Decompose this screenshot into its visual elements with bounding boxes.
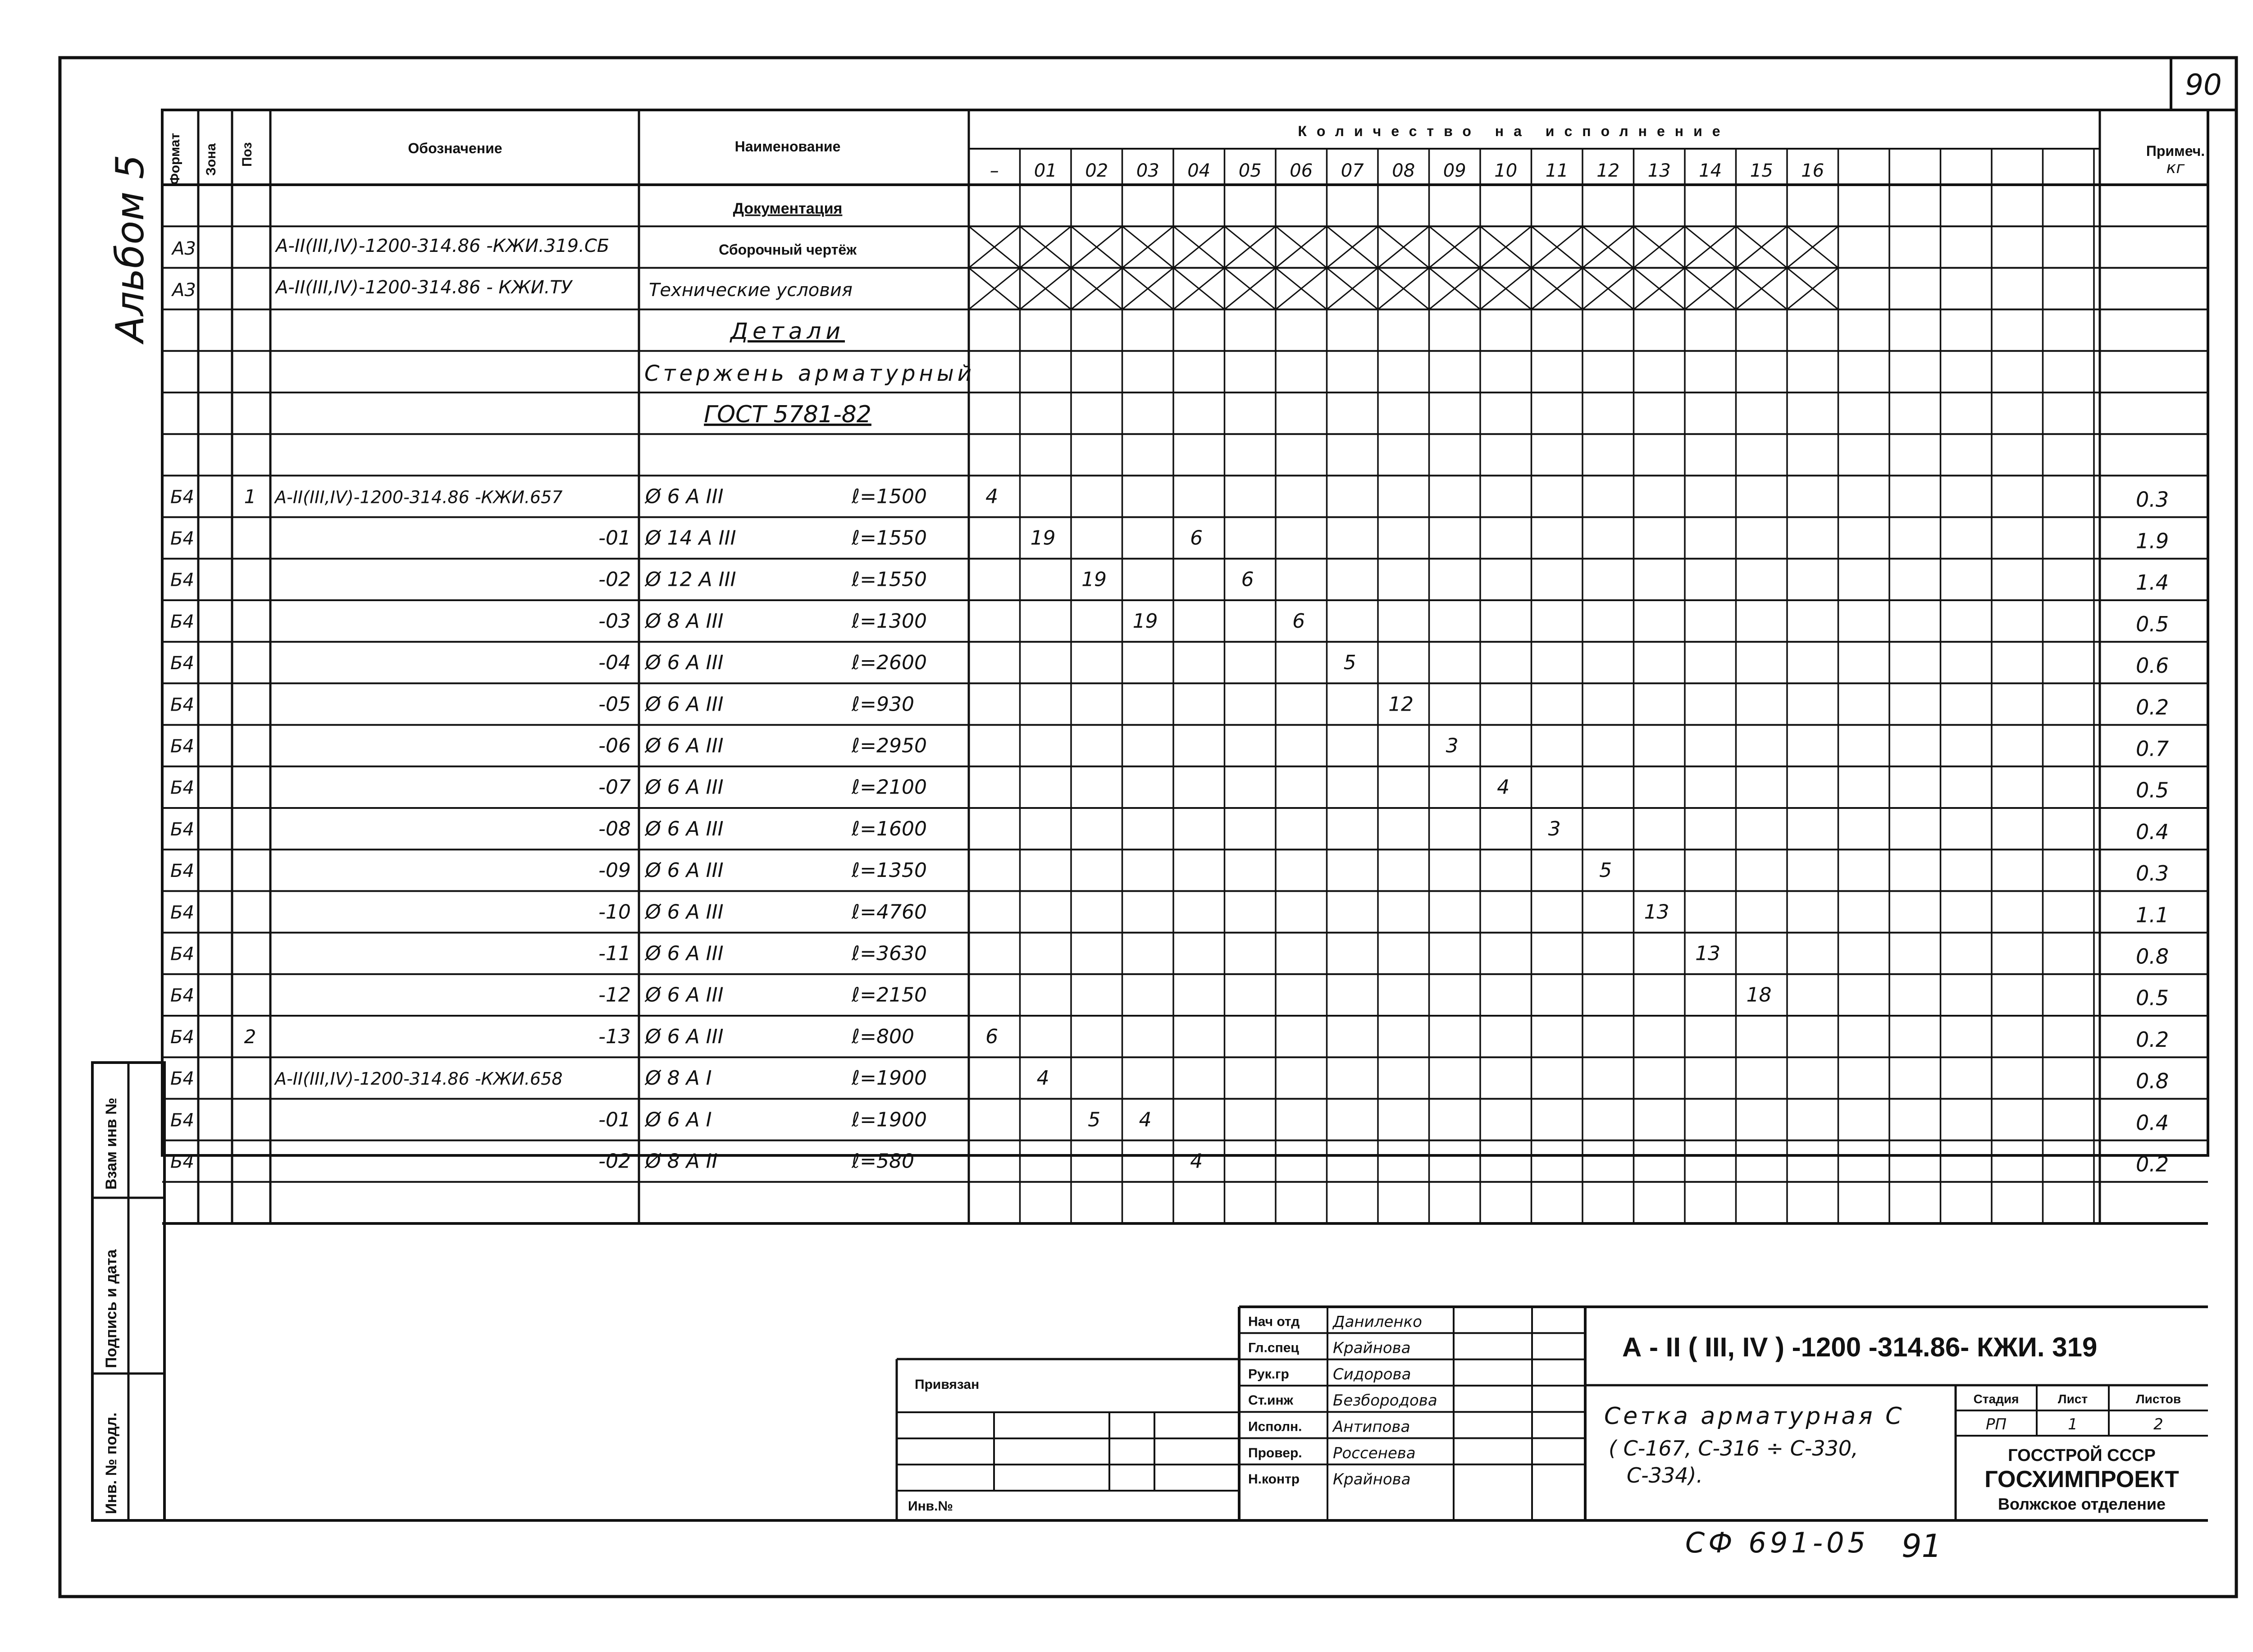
row-quantity: 6 [1241,568,1254,591]
row-name: Ø 6 А III [645,1025,724,1048]
row-quantity: 5 [1088,1108,1101,1132]
col-note-unit: кг [2166,159,2185,177]
row-designation: -08 [598,817,631,840]
row-quantity: 19 [1132,609,1158,633]
row-designation: -05 [598,693,631,716]
doc-row-name: Сборочный чертёж [719,241,857,258]
row-note: 0.2 [2136,695,2169,720]
document-title-line2: ( С-167, С-316 ÷ С-330, [1609,1436,1858,1460]
row-name: Ø 6 А III [645,651,724,675]
row-name: Ø 6 А III [645,693,724,716]
row-format: Б4 [170,611,194,632]
row-designation: -10 [598,900,631,924]
row-length: ℓ=1550 [852,526,927,550]
row-name: Ø 6 А I [645,1108,712,1132]
row-format: Б4 [170,819,194,840]
role-label: Провер. [1248,1445,1302,1460]
col-name-header: Наименование [734,138,841,155]
row-quantity: 3 [1548,817,1561,840]
row-format: Б4 [170,777,194,799]
row-quantity: 4 [1497,776,1510,799]
row-note: 0.3 [2136,487,2169,512]
row-format: Б4 [170,1110,194,1131]
row-designation: -01 [598,1108,631,1132]
variant-header: 16 [1801,160,1824,181]
bottom-page: 91 [1902,1528,1942,1565]
row-note: 0.8 [2136,944,2169,969]
row-name: Ø 6 А III [645,776,724,799]
col-format-header: Формат [168,132,182,185]
sheet-value: 1 [2068,1415,2078,1433]
row-note: 0.8 [2136,1069,2169,1094]
variant-header: 03 [1136,160,1159,181]
variant-header: 13 [1647,160,1671,181]
bound-label: Привязан [915,1377,980,1392]
row-name: Ø 12 А III [645,568,736,591]
row-note: 0.5 [2136,778,2169,803]
row-designation: -06 [598,734,631,758]
side-stamp-replace-label: Взам инв № [103,1097,120,1190]
row-name: Ø 6 А III [645,942,724,965]
row-designation: А-II(III,IV)-1200-314.86 -КЖИ.658 [275,1069,563,1089]
row-quantity: 4 [985,485,999,508]
row-quantity: 19 [1081,568,1107,591]
row-quantity: 5 [1599,859,1612,882]
row-note: 0.7 [2136,736,2169,761]
row-quantity: 6 [985,1025,999,1048]
variant-header: 12 [1596,160,1620,181]
row-format: Б4 [170,1068,194,1090]
row-designation: -07 [598,776,631,799]
row-length: ℓ=1350 [852,859,927,882]
row-length: ℓ=3630 [852,942,927,965]
row-name: Ø 8 А II [645,1150,718,1173]
row-quantity: 6 [1190,526,1203,550]
row-quantity: 5 [1343,651,1356,675]
row-format: Б4 [170,944,194,965]
sheet-number: 90 [2185,68,2222,102]
row-designation: -09 [598,859,631,882]
col-note-header: Примеч. [2146,143,2205,159]
variant-header: 10 [1494,160,1518,181]
row-length: ℓ=4760 [852,900,927,924]
variant-header: 02 [1085,160,1108,181]
row-length: ℓ=1500 [852,485,927,508]
row-format: Б4 [170,902,194,923]
doc-row-designation: А-II(III,IV)-1200-314.86 - КЖИ.ТУ [276,277,572,298]
variant-header: 06 [1290,160,1313,181]
variant-header: 05 [1238,160,1262,181]
signature-rows [1239,1313,1585,1488]
row-quantity: 13 [1695,942,1721,965]
row-quantity: 4 [1139,1108,1152,1132]
org-line2: ГОСХИМПРОЕКТ [1984,1466,2179,1492]
role-name: Россенева [1333,1444,1416,1462]
row-designation: А-II(III,IV)-1200-314.86 -КЖИ.657 [275,487,563,507]
row-note: 0.2 [2136,1152,2169,1177]
role-label: Нач отд [1248,1314,1300,1329]
row-designation: -11 [598,942,631,965]
row-quantity: 3 [1446,734,1459,758]
row-name: Ø 6 А III [645,859,724,882]
doc-row-format: А3 [172,280,196,301]
row-length: ℓ=1900 [852,1067,927,1090]
row-length: ℓ=2950 [852,734,927,758]
col-pos-header: Поз [240,142,255,167]
sheets-value: 2 [2153,1415,2163,1433]
col-quantity-header: Количество на исполнение [1298,123,1730,139]
row-name: Ø 14 А III [645,526,736,550]
row-designation: -01 [598,526,631,550]
row-designation: -13 [598,1025,631,1048]
variant-headers [990,160,1824,181]
side-stamp [92,1063,164,1520]
variant-header: 07 [1341,160,1364,181]
album-label: Альбом 5 [108,154,153,342]
row-name: Ø 8 А I [645,1067,712,1090]
row-length: ℓ=1600 [852,817,927,840]
row-name: Ø 6 А III [645,817,724,840]
row-note: 1.4 [2136,570,2169,595]
role-label: Рук.гр [1248,1366,1289,1382]
row-designation: -12 [598,983,631,1007]
row-pos: 2 [244,1025,256,1048]
doc-row-name: Технические условия [649,280,853,301]
row-quantity: 13 [1644,900,1669,924]
row-format: Б4 [170,528,194,549]
row-name: Ø 6 А III [645,734,724,758]
row-format: Б4 [170,694,194,716]
variant-header: 11 [1545,160,1569,181]
row-name: Ø 6 А III [645,485,724,508]
row-pos: 1 [244,485,256,508]
role-name: Крайнова [1333,1470,1411,1489]
row-designation: -03 [598,609,631,633]
doc-row-designation: А-II(III,IV)-1200-314.86 -КЖИ.319.СБ [276,235,610,256]
stage-value: РП [1985,1415,2007,1433]
row-quantity: 4 [1036,1067,1049,1090]
row-length: ℓ=2100 [852,776,927,799]
row-quantity: 6 [1292,609,1305,633]
row-note: 0.3 [2136,861,2169,886]
variant-header: 14 [1699,160,1722,181]
row-format: Б4 [170,487,194,508]
row-format: Б4 [170,1151,194,1173]
row-quantity: 12 [1388,693,1414,716]
row-designation: -02 [598,568,631,591]
variant-header: 08 [1392,160,1415,181]
variant-header: 15 [1750,160,1773,181]
row-quantity: 19 [1030,526,1056,550]
variant-header: 01 [1034,160,1057,181]
role-label: Ст.инж [1248,1393,1293,1408]
row-note: 1.1 [2136,903,2169,927]
role-label: Исполн. [1248,1419,1302,1434]
row-length: ℓ=2150 [852,983,927,1007]
role-name: Даниленко [1333,1313,1422,1331]
role-label: Н.контр [1248,1472,1300,1487]
org-line3: Волжское отделение [1998,1495,2166,1513]
col-zone-header: Зона [204,143,219,176]
role-name: Антипова [1333,1418,1410,1436]
sheet-label: Лист [2057,1392,2088,1406]
bottom-code: СФ 691-05 [1685,1526,1869,1559]
sheets-label: Листов [2135,1392,2181,1406]
row-format: Б4 [170,861,194,882]
row-format: Б4 [170,653,194,674]
spec-table-frame [162,110,2208,1155]
role-name: Крайнова [1333,1339,1411,1357]
inv-no-label: Инв.№ [908,1499,953,1514]
row-length: ℓ=1550 [852,568,927,591]
row-quantity: 4 [1190,1150,1203,1173]
row-note: 1.9 [2136,529,2169,553]
row-name: Ø 8 А III [645,609,724,633]
row-name: Ø 6 А III [645,900,724,924]
section-documentation: Документация [733,200,843,217]
detail-rows [170,485,2169,1176]
row-length: ℓ=580 [852,1150,915,1173]
doc-row-format: А3 [172,238,196,259]
row-note: 0.2 [2136,1027,2169,1052]
row-name: Ø 6 А III [645,983,724,1007]
row-length: ℓ=930 [852,693,915,716]
rod-title-line2: ГОСТ 5781-82 [704,401,871,428]
row-note: 0.6 [2136,653,2169,678]
row-format: Б4 [170,570,194,591]
col-designation-header: Обозначение [408,140,502,156]
row-note: 0.4 [2136,1110,2169,1135]
row-designation: -02 [598,1150,631,1173]
role-label: Гл.спец [1248,1340,1299,1355]
row-note: 0.4 [2136,819,2169,844]
row-quantity: 18 [1746,983,1772,1007]
row-format: Б4 [170,1027,194,1048]
rod-title-line1: Стержень арматурный [644,361,975,386]
document-title-line3: С-334). [1627,1463,1703,1488]
org-line1: ГОССТРОЙ СССР [2008,1446,2156,1465]
variant-header: – [990,160,999,181]
side-stamp-sign-label: Подпись и дата [103,1249,120,1368]
row-length: ℓ=1300 [852,609,927,633]
row-format: Б4 [170,985,194,1006]
variant-header: 09 [1443,160,1466,181]
row-designation: -04 [598,651,631,675]
side-stamp-inv-label: Инв. № подл. [103,1412,120,1514]
row-note: 0.5 [2136,612,2169,636]
row-note: 0.5 [2136,986,2169,1010]
row-length: ℓ=2600 [852,651,927,675]
role-name: Безбородова [1333,1392,1437,1410]
variant-header: 04 [1187,160,1211,181]
document-designation: А - II ( III, IV ) -1200 -314.86- КЖИ. 319 [1622,1332,2098,1362]
stage-label: Стадия [1973,1392,2019,1406]
row-length: ℓ=800 [852,1025,915,1048]
document-title-line1: Сетка арматурная С [1604,1403,1905,1430]
role-name: Сидорова [1333,1365,1411,1383]
row-format: Б4 [170,736,194,757]
row-length: ℓ=1900 [852,1108,927,1132]
section-details: Детали [730,318,845,344]
